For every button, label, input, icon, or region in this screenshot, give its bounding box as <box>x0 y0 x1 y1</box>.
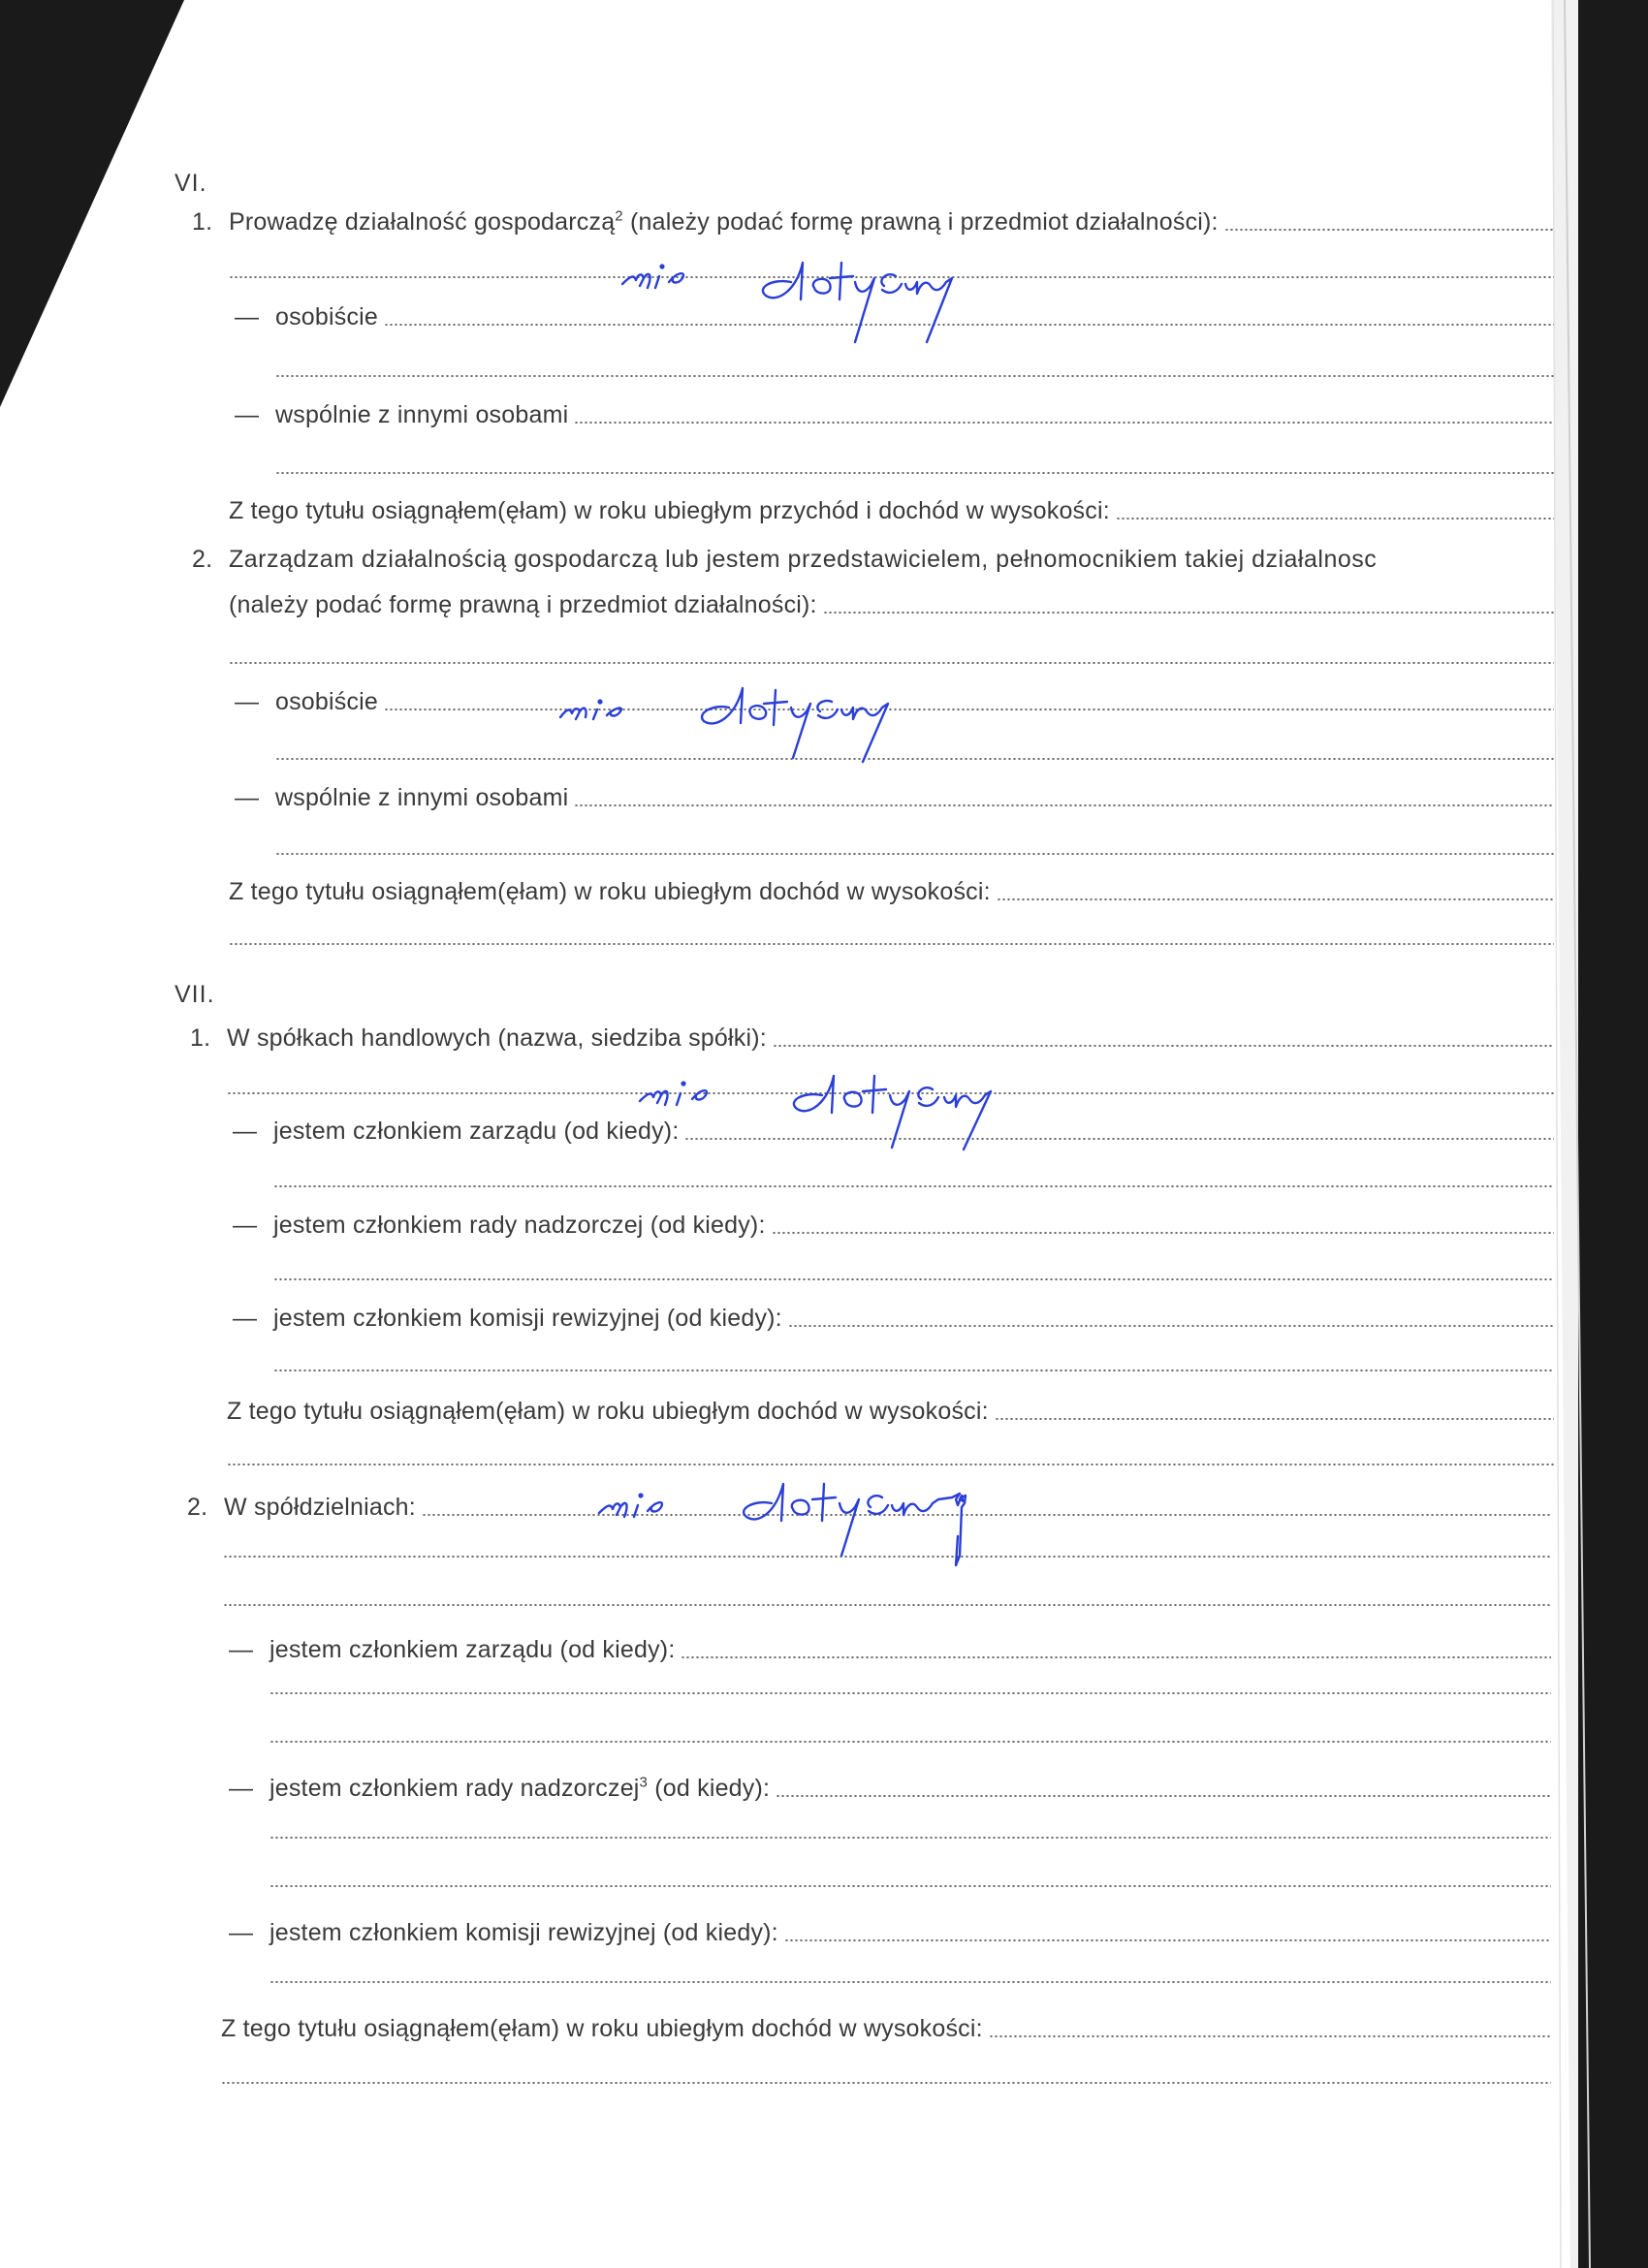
vii-2-audit-label: jestem członkiem komisji rewizyjnej (od kiedy): <box>269 1919 778 1946</box>
dash-mark: — <box>233 1118 258 1145</box>
vi-2-manage-line-2 <box>229 588 1554 621</box>
dash-mark: — <box>229 1775 254 1802</box>
vii-2-board-line <box>229 1633 1551 1666</box>
vi-2-osobiscie-label: osobiście <box>275 688 379 715</box>
dash-mark: — <box>235 688 260 715</box>
vii-2-fill-line-3[interactable] <box>269 1692 1551 1694</box>
vi-1-text-tail: (należy podać formę prawną i przedmiot działalności): <box>622 208 1219 236</box>
vi-2-income-label: Z tego tytułu osiągnąłem(ęłam) w roku ubiegłym dochód w wysokości: <box>229 878 991 905</box>
dash-mark: — <box>235 303 260 331</box>
vii-1-income-line <box>227 1395 1554 1428</box>
vi-1-number: 1. <box>192 208 213 236</box>
footnote-3-marker: 3 <box>639 1774 649 1791</box>
vi-2-wspolnie-label: wspólnie z innymi osobami <box>275 784 569 811</box>
fill-dots[interactable] <box>997 898 1554 900</box>
fill-dots[interactable] <box>574 804 1554 806</box>
handwritten-answer-3 <box>620 1047 1105 1153</box>
vii-2-fill-line-8[interactable] <box>221 2082 1551 2084</box>
vii-2-income-label: Z tego tytułu osiągnąłem(ęłam) w roku ubiegłym dochód w wysokości: <box>221 2015 983 2042</box>
dash-mark: — <box>233 1305 258 1332</box>
fill-dots[interactable] <box>574 422 1554 424</box>
vii-1-text: W spółkach handlowych (nazwa, siedziba spółki): <box>227 1024 767 1052</box>
vii-1-audit-line <box>233 1302 1554 1335</box>
fill-dots <box>1224 229 1554 231</box>
fill-dots[interactable] <box>776 1795 1551 1797</box>
fill-dots[interactable] <box>784 1939 1551 1941</box>
dash-mark: — <box>235 784 260 811</box>
vi-2-fill-line-3[interactable] <box>275 853 1554 855</box>
fill-dots[interactable] <box>823 612 1554 614</box>
vii-2-fill-line-2[interactable] <box>223 1604 1551 1606</box>
vii-1-supervisory-label: jestem członkiem rady nadzorczej (od kiedy): <box>273 1212 766 1239</box>
vi-2-manage-line <box>192 543 1554 576</box>
vi-2-income-line <box>229 875 1554 908</box>
vii-2-board-label: jestem członkiem zarządu (od kiedy): <box>269 1636 676 1663</box>
handwritten-answer-4 <box>582 1468 1028 1575</box>
dash-mark: — <box>229 1919 254 1946</box>
vi-2-wspolnie-line <box>235 781 1554 814</box>
vi-2-fill-line-1[interactable] <box>229 662 1554 664</box>
vii-1-fill-line-4[interactable] <box>273 1370 1554 1371</box>
footnote-2-marker: 2 <box>615 207 623 225</box>
vii-2-number: 2. <box>187 1494 208 1521</box>
vi-1-osobiscie-label: osobiście <box>275 303 379 331</box>
vi-1-wspolnie-label: wspólnie z innymi osobami <box>275 401 569 428</box>
fill-dots[interactable] <box>995 1418 1554 1420</box>
fill-dots[interactable] <box>681 1656 1551 1658</box>
vii-2-fill-line-4[interactable] <box>269 1741 1551 1743</box>
vii-2-audit-line <box>229 1916 1551 1949</box>
vii-2-supervisory-line <box>229 1772 1551 1805</box>
vi-1-text: Prowadzę działalność gospodarczą <box>229 208 616 236</box>
vii-1-fill-line-5[interactable] <box>227 1464 1554 1465</box>
dash-mark: — <box>235 401 260 428</box>
vii-2-income-line <box>221 2012 1551 2045</box>
vii-1-number: 1. <box>190 1024 211 1052</box>
fill-dots[interactable] <box>1116 518 1554 520</box>
vii-2-text: W spółdzielniach: <box>224 1494 416 1521</box>
vi-1-wspolnie-line <box>235 398 1554 431</box>
vii-1-supervisory-line <box>233 1209 1554 1242</box>
vi-1-fill-line-3[interactable] <box>275 472 1554 474</box>
vi-2-text: Zarządzam działalnością gospodarczą lub jestem przedstawicielem, pełnomocnikiem takiej działalnosc <box>229 546 1378 573</box>
handwritten-answer-1 <box>601 228 1047 344</box>
section-vi-label: VI. <box>174 170 207 197</box>
handwritten-answer-2 <box>543 669 969 766</box>
vii-1-fill-line-3[interactable] <box>273 1278 1554 1280</box>
vii-1-income-label: Z tego tytułu osiągnąłem(ęłam) w roku ubiegłym dochód w wysokości: <box>227 1398 989 1425</box>
vii-2-fill-line-7[interactable] <box>269 1981 1551 1983</box>
dash-mark: — <box>229 1636 254 1663</box>
fill-dots[interactable] <box>989 2035 1551 2037</box>
dash-mark: — <box>233 1212 258 1239</box>
vii-1-board-label: jestem członkiem zarządu (od kiedy): <box>273 1118 680 1145</box>
vii-2-supervisory-tail: (od kiedy): <box>648 1775 771 1802</box>
section-vii-label: VII. <box>174 981 215 1008</box>
vii-2-fill-line-5[interactable] <box>269 1837 1551 1839</box>
vi-2-fill-line-4[interactable] <box>229 943 1554 945</box>
fill-dots[interactable] <box>772 1232 1554 1234</box>
vi-1-income-label: Z tego tytułu osiągnąłem(ęłam) w roku ubiegłym przychód i dochód w wysokości: <box>229 497 1110 524</box>
vi-1-fill-line-2[interactable] <box>275 375 1554 377</box>
vii-1-audit-label: jestem członkiem komisji rewizyjnej (od kiedy): <box>273 1305 782 1332</box>
vii-2-supervisory-label: jestem członkiem rady nadzorczej <box>269 1775 640 1802</box>
vii-2-fill-line-6[interactable] <box>269 1885 1551 1887</box>
vi-2-text-2: (należy podać formę prawną i przedmiot działalności): <box>229 591 817 618</box>
vi-2-number: 2. <box>192 546 213 573</box>
fill-dots[interactable] <box>788 1325 1554 1327</box>
vi-1-income-line <box>229 494 1554 527</box>
vii-1-fill-line-2[interactable] <box>273 1185 1554 1187</box>
